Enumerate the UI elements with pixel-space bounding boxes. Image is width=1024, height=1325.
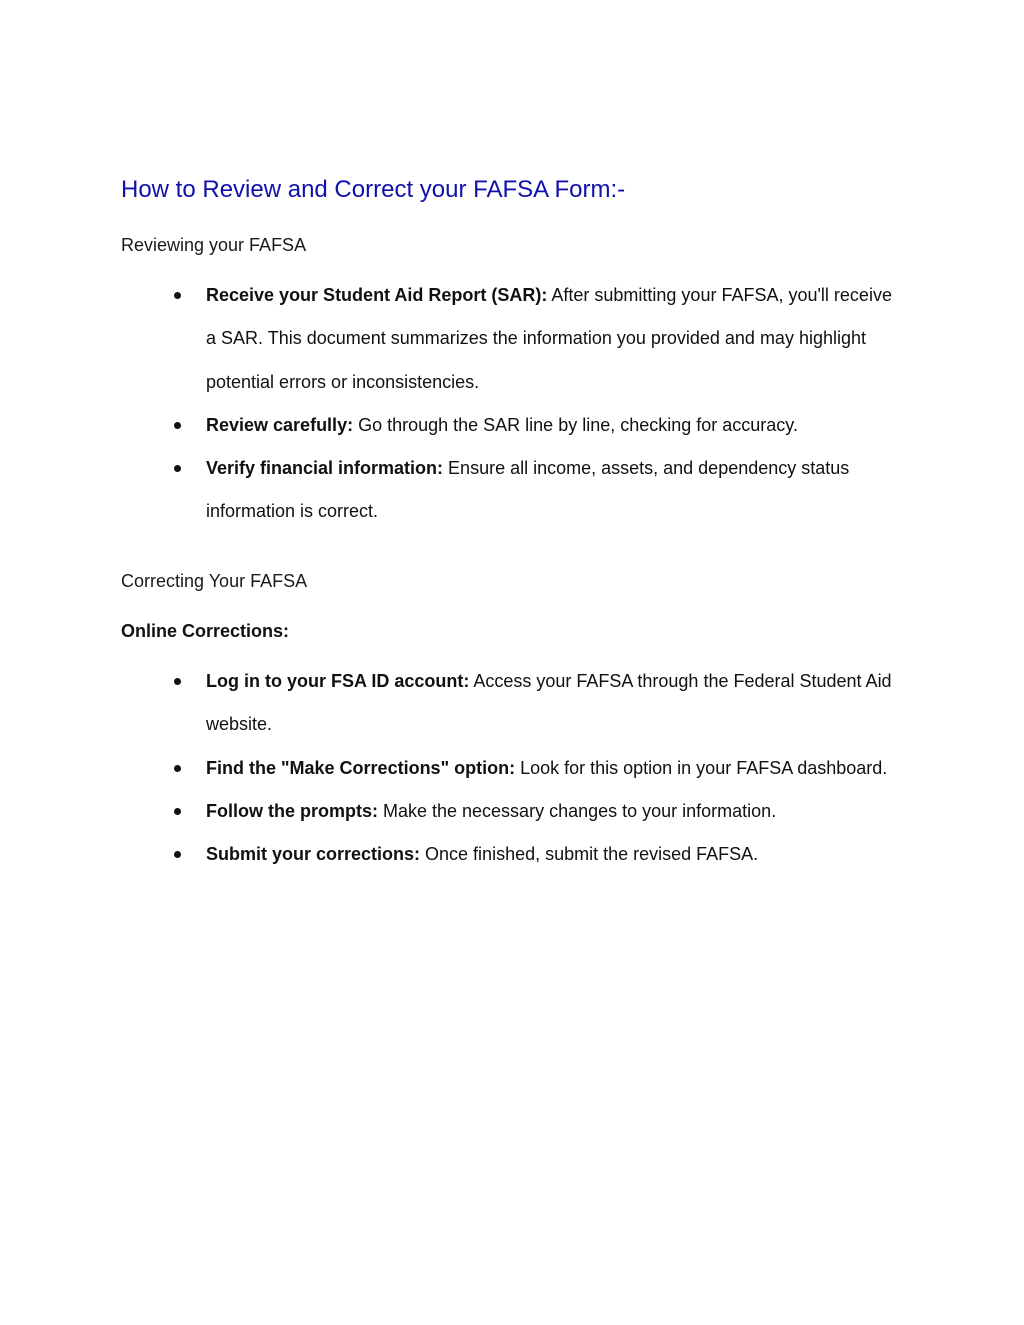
item-text: Look for this option in your FAFSA dashboard.: [515, 757, 888, 778]
item-label: Verify financial information:: [206, 458, 444, 479]
corrections-list: [121, 660, 921, 876]
section-heading-reviewing: Reviewing your FAFSA: [121, 235, 307, 255]
bullet-dot-icon: [174, 808, 181, 815]
bullet-dot-icon: [174, 292, 181, 299]
bullet-dot-icon: [174, 765, 181, 772]
item-text: Access your FAFSA through the Federal Student Aid website.: [206, 671, 892, 735]
item-label: Log in to your FSA ID account:: [206, 671, 470, 691]
item-text: After submitting your FAFSA, you'll receive a SAR. This document summarizes the information you provided and may highlight potential errors or inconsistencies.: [206, 285, 892, 392]
item-label: Follow the prompts:: [206, 800, 378, 821]
list-item: [121, 447, 906, 534]
item-label: Receive your Student Aid Report (SAR):: [206, 285, 548, 305]
online-corrections-heading: Online Corrections:: [121, 621, 290, 641]
bullet-dot-icon: [174, 851, 181, 858]
item-text: Make the necessary changes to your information.: [377, 800, 777, 821]
item-label: Find the "Make Corrections" option:: [206, 757, 516, 778]
item-label: Submit your corrections:: [206, 844, 421, 865]
section-heading-correcting: Correcting Your FAFSA: [121, 571, 308, 591]
item-text: Ensure all income, assets, and dependency status information is correct.: [206, 458, 850, 522]
item-label: Review carefully:: [206, 414, 354, 435]
list-item: [121, 274, 906, 404]
bullet-dot-icon: [174, 422, 181, 429]
list-item: [121, 747, 906, 790]
list-item: [121, 833, 906, 876]
item-text: Go through the SAR line by line, checking for accuracy.: [353, 414, 798, 435]
bullet-dot-icon: [174, 678, 181, 685]
list-item: [121, 790, 906, 833]
bullet-dot-icon: [174, 465, 181, 472]
list-item: [121, 404, 906, 447]
reviewing-list: [121, 274, 921, 534]
item-text: Once finished, submit the revised FAFSA.: [420, 844, 759, 865]
list-item: [121, 660, 906, 747]
document-title: How to Review and Correct your FAFSA Form:-: [121, 176, 626, 203]
